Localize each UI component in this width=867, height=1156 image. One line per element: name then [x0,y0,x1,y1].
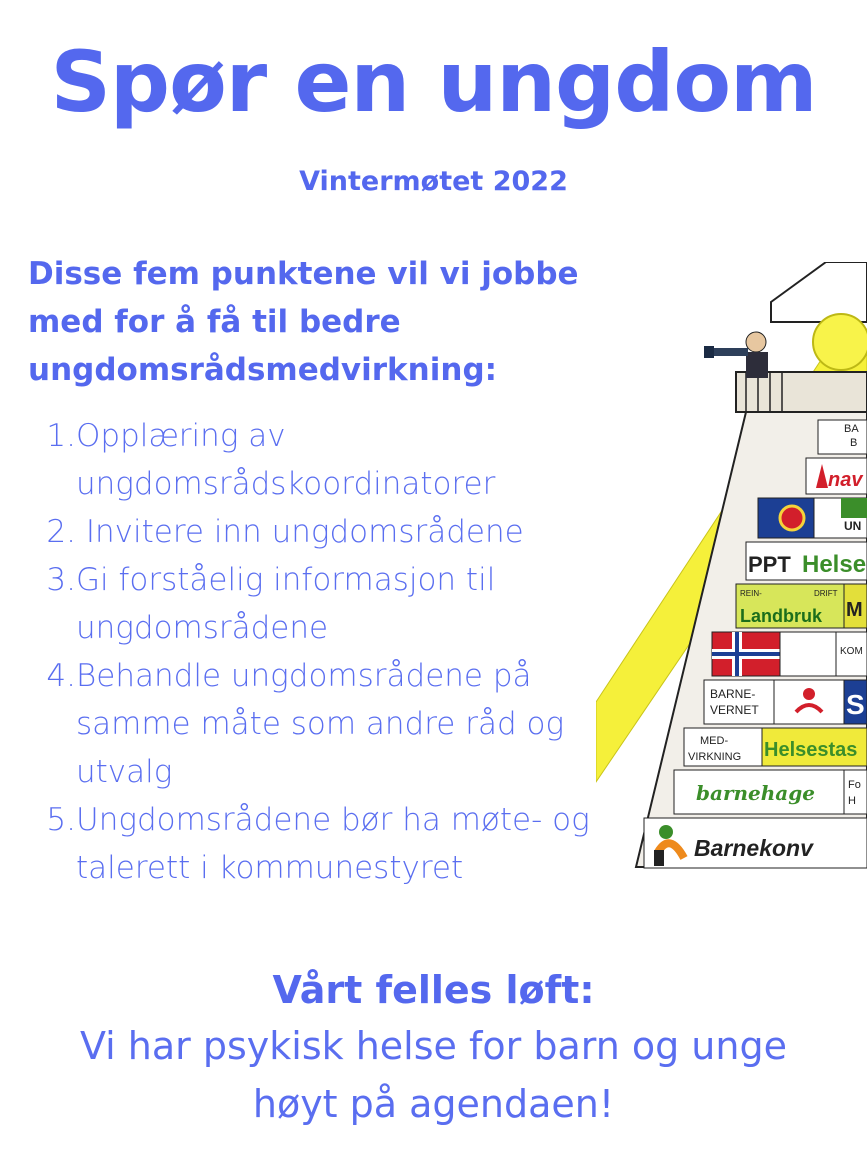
svg-text:VERNET: VERNET [710,703,759,717]
footer-line-1: Vi har psykisk helse for barn og unge [80,1024,787,1068]
svg-text:BARNE-: BARNE- [710,687,756,701]
list-item [42,556,602,652]
svg-text:nav: nav [828,469,863,491]
svg-text:Landbruk: Landbruk [740,606,823,626]
svg-text:VIRKNING: VIRKNING [688,751,742,763]
list-item-text: Opplæring av ungdomsrådskoordinatorer [76,418,496,502]
lighthouse-roof [771,262,867,322]
svg-text:REIN-: REIN- [740,589,762,598]
footer-heading: Vårt felles løft: [272,968,595,1012]
poster-title: Spør en ungdom [50,33,817,131]
list-item-text: Invitere inn ungdomsrådene [76,514,524,550]
svg-text:M: M [846,599,863,621]
svg-text:B: B [850,437,858,449]
points-list [42,412,602,892]
svg-text:S: S [846,689,865,720]
list-item [42,652,602,796]
intro-text: Disse fem punktene vil vi jobbe med for å få til bedre ungdomsrådsmedvirkning: [28,256,579,388]
list-item [42,508,602,556]
svg-text:UN: UN [844,519,862,533]
svg-text:PPT: PPT [748,552,791,577]
list-item [42,412,602,508]
svg-text:Barnekonv: Barnekonv [694,835,813,861]
lamp [813,314,867,370]
lighthouse-illustration [596,262,867,872]
svg-text:Helsestas: Helsestas [764,739,858,761]
svg-text:Helse: Helse [802,551,867,578]
svg-text:DRIFT: DRIFT [814,589,838,598]
list-item-number: 1. [46,418,76,454]
list-item-number: 5. [46,802,76,838]
svg-text:Fo: Fo [848,779,861,791]
list-item-text: Ungdomsrådene bør ha møte- og talerett i kommunestyret [76,802,590,886]
poster-subtitle: Vintermøtet 2022 [299,166,568,197]
svg-text:barnehage: barnehage [696,781,815,805]
list-item-text: Gi forståelig informasjon til ungdomsrådene [76,562,496,646]
list-item-number: 2. [46,514,76,550]
list-item-number: 3. [46,562,76,598]
svg-text:H: H [848,795,856,807]
svg-text:KOM: KOM [840,646,863,657]
list-item-number: 4. [46,658,76,694]
list-item [42,796,602,892]
footer-line-2: høyt på agendaen! [252,1082,615,1126]
svg-text:BA: BA [844,423,859,435]
svg-text:MED-: MED- [700,735,729,747]
list-item-text: Behandle ungdomsrådene på samme måte som andre råd og utvalg [76,658,565,790]
